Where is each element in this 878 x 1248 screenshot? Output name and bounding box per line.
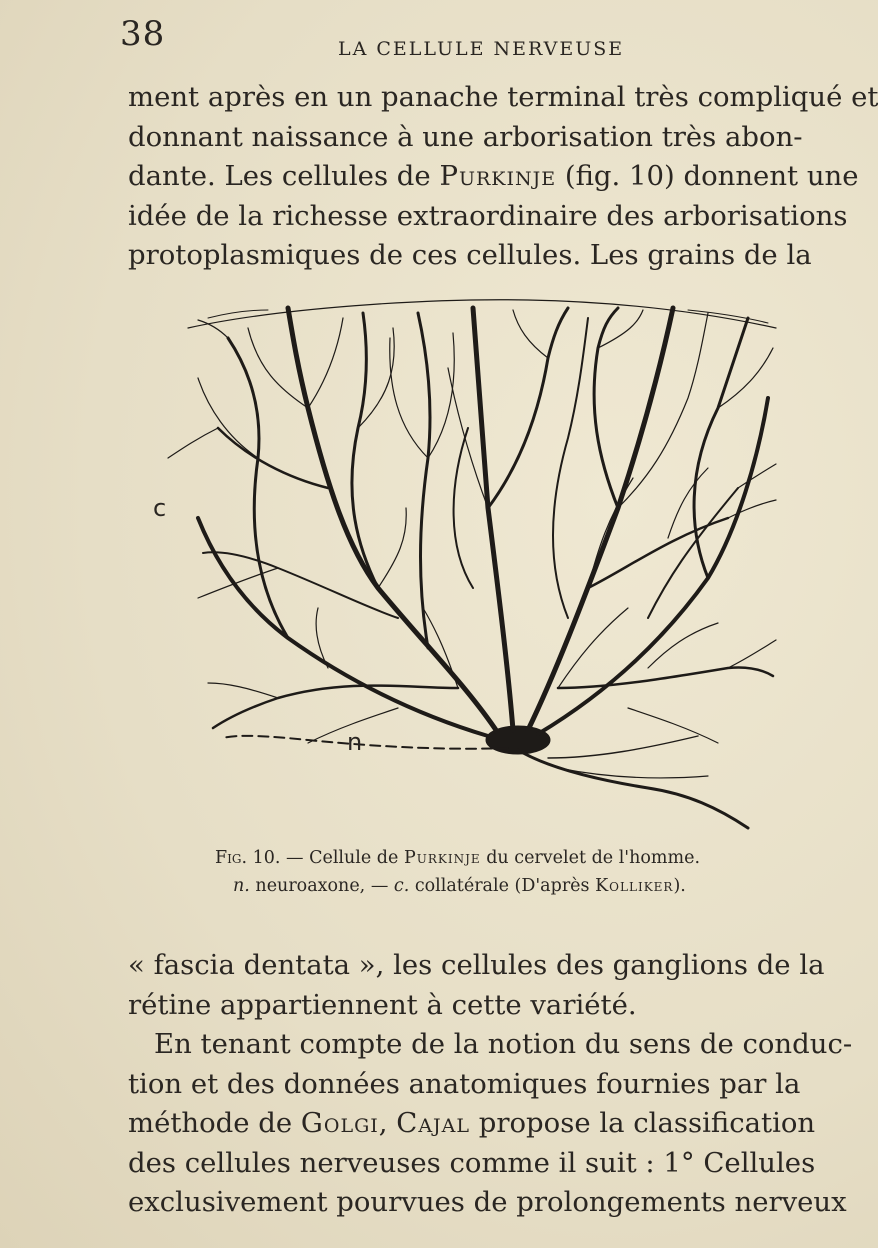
- text-fragment: propose la classification: [478, 1107, 816, 1139]
- text-fragment: dante. Les cellules de: [128, 160, 431, 192]
- caption-text: neuroaxone, —: [255, 876, 389, 896]
- text-fragment: (fig. 10) donnent une: [564, 160, 859, 192]
- text-line: « fascia dentata », les cellules des ganglions de la: [128, 949, 825, 981]
- text-line: des cellules nerveuses comme il suit : 1° Cellules: [128, 1146, 816, 1179]
- text-line: [128, 157, 859, 197]
- paragraph-bottom: [128, 946, 853, 1223]
- running-title: LA CELLULE NERVEUSE: [338, 38, 625, 60]
- author-name-purkinje: Purkinje: [439, 160, 557, 192]
- caption-text: du cervelet de l'homme.: [486, 848, 701, 868]
- figure-number: Fig. 10.: [215, 848, 281, 868]
- text-line: donnant naissance à une arborisation très abon-: [128, 120, 803, 153]
- caption-author-purkinje: Purkinje: [403, 848, 481, 868]
- caption-text: collatérale (D'après: [414, 876, 590, 896]
- text-line: En tenant compte de la notion du sens de conduc-: [154, 1028, 853, 1060]
- caption-text: — Cellule de: [286, 848, 399, 868]
- author-name-golgi: Golgi: [300, 1107, 379, 1139]
- text-line: rétine appartiennent à cette variété.: [128, 988, 637, 1021]
- text-fragment: ,: [378, 1107, 388, 1139]
- caption-legend-n: n.: [233, 876, 250, 896]
- figure-caption-line1: [215, 848, 835, 868]
- purkinje-cell-illustration: [128, 288, 778, 848]
- figure-label-n: n: [347, 728, 363, 756]
- text-fragment: méthode de: [128, 1107, 293, 1139]
- text-line: ment après en un panache terminal très compliqué et: [128, 81, 878, 113]
- text-line: [128, 1104, 816, 1144]
- text-line: tion et des données anatomiques fournies par la: [128, 1067, 801, 1100]
- collateral: [223, 736, 508, 749]
- figure-caption-line2: [233, 876, 853, 896]
- paragraph-top: [128, 78, 878, 276]
- caption-author-kolliker: Kolliker: [595, 876, 674, 896]
- caption-legend-c: c.: [393, 876, 410, 896]
- text-line: exclusivement pourvues de prolongements nerveux: [128, 1186, 847, 1218]
- figure-label-c: c: [153, 494, 167, 522]
- caption-text: ).: [673, 876, 686, 896]
- author-name-cajal: Cajal: [396, 1107, 470, 1139]
- axon: [518, 750, 748, 828]
- text-line: idée de la richesse extraordinaire des arborisations: [128, 199, 848, 232]
- dendritic-arborization-drawing: [128, 288, 778, 848]
- page-number: 38: [120, 14, 166, 54]
- text-line: protoplasmiques de ces cellules. Les grains de la: [128, 239, 812, 271]
